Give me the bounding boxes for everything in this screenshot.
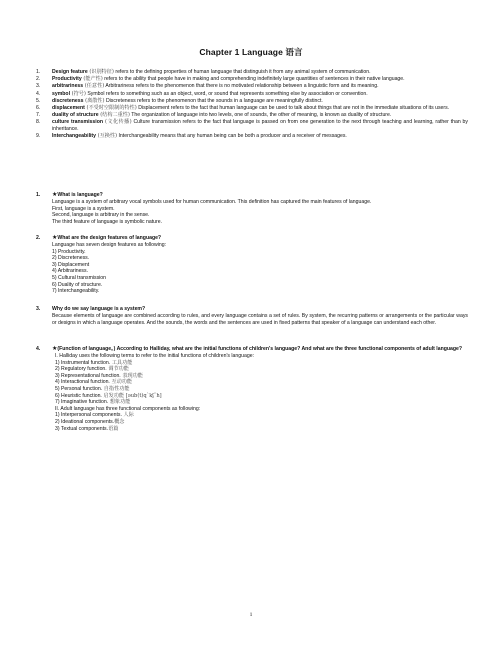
term-item — [36, 105, 468, 112]
component-label: 3) Textual components. — [55, 425, 109, 432]
function-zh: 调节功能 — [106, 366, 129, 373]
function-label: 4) Interactional function. — [55, 379, 110, 386]
chapter-title-zh: 语言 — [285, 48, 303, 58]
question-text: What is language? — [57, 192, 103, 198]
term-zh: (互换性) — [96, 133, 118, 140]
answer-line: Because elements of language are combined according to rules, and every language contains a set of rules. By system, the recurring patterns or arrangements or the particular ways or designs in which a language operates. And the sounds, the words and the sentences are used in fixed patterns that speaker of a language can understand each other. — [52, 312, 468, 326]
term-zh: (能产性) — [81, 76, 103, 83]
chapter-title — [0, 46, 502, 58]
answer-line: First, language is a system. — [52, 205, 115, 212]
question-text: What are the design features of language? — [57, 235, 162, 241]
term-text: Interchangeability means that any human being can be both a producer and a receiver of messages. — [117, 133, 347, 140]
component-label: 2) Ideational components. — [55, 418, 115, 425]
term-name: discreteness — [52, 97, 84, 104]
term-zh: (任意性) — [83, 83, 105, 90]
term-zh: (符号) — [70, 90, 86, 97]
component-label: 1) Interpersonal components. — [55, 412, 122, 419]
answer-line: Language is a system of arbitrary vocal symbols used for human communication. This definition has captured the main features of language. — [52, 198, 372, 205]
term-name: symbol — [52, 90, 70, 97]
question-heading — [36, 192, 468, 199]
function-zh: 启发功能 [əub(t)q`kʃˆh] — [101, 392, 162, 399]
term-number: 5. — [36, 97, 41, 104]
answer-line: 6) Duality of structure. — [52, 281, 103, 288]
answer-line: Language has seven design features as following: — [52, 241, 167, 248]
component-zh: 语篇 — [108, 425, 119, 432]
term-item — [36, 69, 468, 76]
question-heading — [36, 235, 468, 242]
term-zh: (文化传播) — [102, 119, 132, 126]
answer-line: 1) Productivity. — [52, 248, 86, 255]
term-number: 7. — [36, 112, 41, 119]
answer-body — [36, 242, 468, 295]
term-name: displacement — [52, 104, 85, 111]
term-text: Culture transmission refers to the fact that language is passed on from one generation to the next through teaching and learning, rather than by inheritance. — [52, 119, 468, 132]
question-4 — [36, 346, 468, 432]
component-item — [55, 419, 468, 426]
component-item — [55, 412, 468, 419]
answer-line: 5) Cultural transmission — [52, 274, 106, 281]
page-number: 1 — [249, 612, 253, 618]
function-item — [55, 399, 468, 406]
answer-line: 4) Arbitrariness. — [52, 268, 88, 275]
term-definitions — [36, 69, 468, 140]
term-number: 2. — [36, 76, 41, 83]
function-label: 5) Personal function. — [55, 385, 103, 392]
star-icon: ★ — [52, 192, 58, 198]
function-item — [55, 386, 468, 393]
function-label: 3) Representational function. — [55, 372, 121, 379]
function-zh: 表现功能 — [120, 372, 143, 379]
question-text: Why do we say language is a system? — [52, 306, 146, 312]
question-1 — [36, 192, 468, 225]
term-item — [36, 133, 468, 140]
answer-body — [36, 313, 468, 326]
function-item — [55, 366, 468, 373]
question-number: 1. — [36, 192, 41, 198]
component-item — [55, 426, 468, 433]
star-icon: ★ — [52, 235, 58, 241]
term-zh: (不受时空限制的特性) — [84, 104, 137, 111]
term-number: 6. — [36, 104, 41, 111]
function-label: 7) Imaginative function. — [55, 399, 109, 406]
term-number: 3. — [36, 83, 41, 90]
term-number: 1. — [36, 69, 41, 75]
function-zh: 互动功能 — [109, 379, 133, 386]
answer-line: Second, language is arbitrary in the sense. — [52, 212, 150, 219]
term-item — [36, 119, 468, 132]
function-zh: 自指性功能 — [102, 385, 130, 392]
term-text: Arbitrariness refers to the phenomenon that there is no motivated relationship between a linguistic form and its meaning. — [104, 83, 379, 90]
term-text: refers to the defining properties of human language that distinguish it from any animal system of communication. — [113, 69, 371, 75]
question-heading — [36, 306, 468, 313]
term-zh: (离散性) — [83, 97, 105, 104]
function-label: 1) Instrumental function. — [55, 359, 111, 366]
chapter-title-text: Chapter 1 Language — [199, 47, 283, 57]
answer-line: 2) Discreteness. — [52, 255, 90, 262]
term-item — [36, 112, 468, 119]
term-zh: (结构二重性) — [98, 112, 130, 119]
term-name: Interchangeability — [52, 133, 96, 140]
term-name: arbitrariness — [52, 83, 84, 90]
components-intro: II. Adult language has three functional components as following: — [55, 405, 201, 412]
answer-line: The third feature of language is symbolic nature. — [52, 218, 163, 225]
function-label: 2) Regulatory function. — [55, 366, 107, 373]
component-zh: 人际 — [121, 412, 134, 419]
term-text: The organization of language into two levels, one of sounds, the other of meaning, is known as duality of structure. — [129, 112, 392, 119]
answer-line: 3) Displacement — [52, 261, 90, 268]
term-text: Symbol refers to something such as an object, word, or sound that represents something else by association or convention. — [85, 90, 368, 97]
answer-body — [36, 353, 468, 432]
term-text: Discreteness refers to the phenomenon that the sounds in a language are meaningfully distinct. — [104, 97, 323, 104]
term-name: duality of structure — [52, 112, 99, 119]
question-2 — [36, 235, 468, 295]
term-text: Displacement refers to the fact that human language can be used to talk about things that are not in the immediate situations of its users. — [136, 104, 450, 111]
question-number: 3. — [36, 306, 41, 312]
term-item — [36, 98, 468, 105]
function-zh: 想象功能 — [108, 399, 131, 406]
term-number: 9. — [36, 133, 41, 140]
term-item — [36, 76, 468, 83]
star-icon: ★ — [52, 346, 58, 352]
term-zh: (识别特征) — [87, 69, 114, 75]
function-item — [55, 379, 468, 386]
function-label: 6) Heuristic function. — [55, 392, 102, 399]
term-number: 8. — [36, 119, 41, 126]
question-heading — [36, 346, 468, 353]
question-number: 2. — [36, 235, 41, 241]
answer-line: 7) Interchangeability. — [52, 288, 100, 295]
functions-intro: I. Halliday uses the following terms to refer to the initial functions of children's language: — [55, 352, 255, 359]
term-name: culture transmission — [52, 119, 103, 126]
question-text: (Function of language。) According to Halliday, what are the initial functions of children's language? And what are the three functional components of adult language? — [57, 346, 462, 352]
term-item — [36, 83, 468, 90]
question-number: 4. — [36, 346, 41, 352]
answer-body — [36, 199, 468, 225]
term-number: 4. — [36, 90, 41, 97]
term-item — [36, 91, 468, 98]
function-zh: 工具功能 — [110, 359, 133, 366]
term-name: Productivity — [52, 76, 82, 83]
question-3 — [36, 306, 468, 326]
term-name: Design feature — [52, 69, 88, 75]
component-zh: 概念 — [114, 418, 125, 425]
term-text: refers to the ability that people have in making and comprehending indefinitely large quantities of sentences in their native language. — [102, 76, 405, 83]
